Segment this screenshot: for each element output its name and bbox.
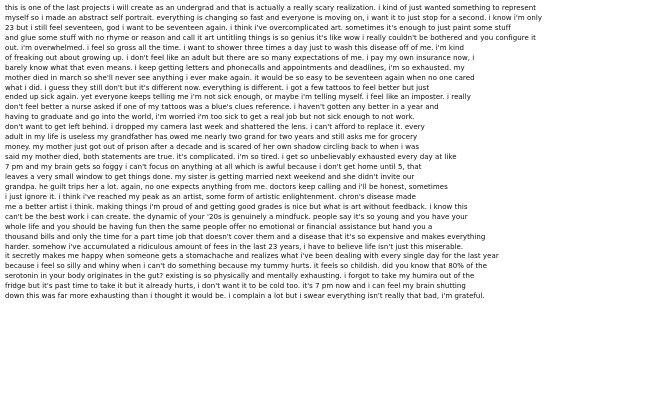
text-line: don't want to get left behind. i dropped my camera last week and shattered the lens. i can't afford to replace it. every (5, 123, 425, 132)
handwritten-text-block (5, 4, 645, 302)
text-line: down this was far more exhausting than i thought it would be. i complain a lot but i swear everything isn't really that bad, i'm grateful. (5, 292, 485, 301)
text-line: serotonin in your body originates in the gut? existing is so physically and mentally exhausting. i forgot to take my humira out of the (5, 272, 475, 281)
text-line: don't feel better a nurse asked if one of my tattoos was a blue's clues reference. i haven't gotten any better in a year and (5, 103, 439, 112)
text-line: it secretly makes me happy when someone gets a stomachache and realizes what i've been dealing with every single day for the last year (5, 252, 499, 261)
text-line: said my mother died, both statements are true. it's complicated. i'm so tired. i get so unbelievably exhausted every day at like (5, 153, 457, 162)
text-line: harder. somehow i've accumulated a ridiculous amount of fees in the last 23 years, i have to believe life isn't just this miserable. (5, 242, 464, 251)
text-line: barely know what that even means. i keep getting letters and phonecalls and appointments and deadlines, i'm so exhausted. my (5, 63, 465, 72)
text-line: can't be the best work i can create. the dynamic of your '20s is genuinely a mindfuck. people say it's so young and you have your (5, 212, 468, 221)
text-line: and glue some stuff with no rhyme or reason and call it art untitling things is so genius it's like wow i really couldn't be bothered and you configure it (5, 33, 536, 42)
text-line: ended up sick again. yet everyone keeps telling me i'm not sick enough, or maybe i'm telling myself. i feel like an imposter. i really (5, 93, 471, 102)
text-line: me a better artist i think. making things i'm proud of and getting good grades is nice but what is art without feedback. i know this (5, 202, 468, 211)
text-line: mother died in march so she'll never see anything i ever make again. it would be so easy to be seventeen again when no one cared (5, 73, 475, 82)
text-line: adult in my life is useless my grandfather has owed me nearly two grand for two years and still asks me for grocery (5, 133, 418, 142)
text-line: out. i'm overwhelmed. i feel so gross all the time. i want to shower three times a day just to wash this disease off of me. i'm kind (5, 43, 464, 52)
text-line: 7 pm and my brain gets so foggy i can't focus on anything at all which is awful because i don't get home until 5, that (5, 163, 422, 171)
text-line: having to graduate and go into the world, i'm worried i'm too sick to get a real job but not sick enough to not work. (5, 113, 415, 122)
text-line: grandpa. he guilt trips her a lot. again, no one expects anything from me. doctors keep calling and i'll be honest, sometimes (5, 182, 448, 191)
text-line: because i feel so silly and whiny when i can't do something because my tummy hurts. it feels so childish. did you know that 80% of the (5, 262, 488, 271)
text-line: whole life and you should be having fun then the same people offer no emotional or financial assistance but hand you a (5, 222, 433, 231)
text-line: what i did. i guess they still don't but it's different now. everything is different. i got a few tattoos to feel better but just (5, 83, 430, 92)
text-line: fridge but it's past time to take it but it already hurts, i don't want it to be cold too. it's 7 pm now and i can feel my brain shutting (5, 282, 466, 291)
text-line: 23 but i still feel seventeen, god i want to be seventeen again. i think i've overcomplicated art. sometimes it's enough to just paint some stuff (5, 23, 511, 32)
text-line: money. my mother just got out of prison after a decade and is scared of her own shadow circling back to when i was (5, 143, 420, 152)
text-line: i just ignore it. i think i've reached my peak as an artist, some form of artistic enlightenment. chron's disease made (5, 192, 417, 201)
text-line: thousand bills and only the time for a part time job that doesn't cover them and a disease that it's so expensive and makes everything (5, 232, 486, 241)
text-line: leaves a very small window to get things done. my sister is getting married next weekend and she didn't invite our (5, 172, 415, 181)
text-line: myself so i made an abstract self portrait. everything is changing so fast and everyone is moving on, i want it to just stop for a second. i know i'm only (5, 13, 543, 22)
text-line: of freaking out about growing up. i don't feel like an adult but there are so many expectations of me. i pay my own insurance now, i (5, 53, 475, 62)
text-line: this is one of the last projects i will create as an undergrad and that is actually a really scary realization. i kind of just wanted something to represent (5, 4, 537, 12)
